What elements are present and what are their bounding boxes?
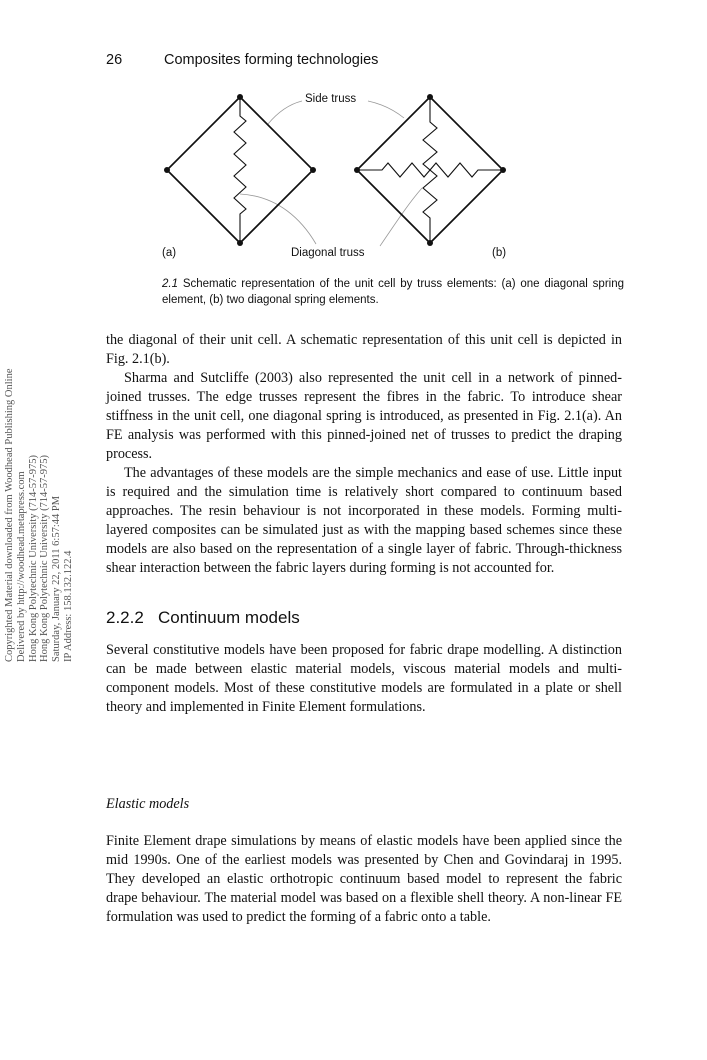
- subsection-heading: Elastic models: [106, 796, 190, 812]
- panel-a-label: (a): [162, 247, 177, 259]
- figure-2-1: [150, 88, 530, 258]
- unit-cell-a: [164, 94, 316, 246]
- unit-cell-b: [354, 94, 506, 246]
- paragraph: the diagonal of their unit cell. A schematic representation of this unit cell is depicted in Fig. 2.1(b).: [106, 332, 622, 367]
- diagonal-truss-leader-a: [240, 194, 316, 244]
- paragraph: Sharma and Sutcliffe (2003) also represented the unit cell in a network of pinned-joined trusses. The edge trusses represent the fibres in the fabric. To introduce shear stiffness in the unit cell, one diagonal spring is introduced, as presented in Fig. 2.1(a). An FE analysis was performed with this pinned-joined net of trusses to predict the draping process.: [106, 370, 622, 462]
- section-number: 2.2.2: [106, 608, 144, 627]
- side-truss-leader: [268, 101, 302, 124]
- paragraph: Finite Element drape simulations by means of elastic models have been applied since the mid 1990s. One of the earliest models was presented by Chen and Govindaraj in 1995. They developed an elastic orthotropic continuum based model to represent the fabric drape behaviour. The material model was based on a flexible shell theory. A non-linear FE formulation was used to predict the forming of a fabric onto a table.: [106, 833, 622, 925]
- section-body: [106, 641, 622, 717]
- side-truss-leader-b: [368, 101, 404, 118]
- pin-node: [500, 167, 506, 173]
- watermark-line: Hong Kong Polytechnic University (714-57-975): [39, 454, 51, 662]
- pin-node: [354, 167, 360, 173]
- section-title: Continuum models: [158, 608, 300, 627]
- panel-b-label: (b): [492, 247, 507, 259]
- body-text-top: [106, 331, 622, 578]
- pin-node: [427, 94, 433, 100]
- page-number: 26: [106, 52, 123, 68]
- diagonal-spring-b-horizontal: [357, 163, 503, 177]
- pin-node: [237, 240, 243, 246]
- figure-caption: [162, 276, 624, 308]
- side-truss-label: Side truss: [305, 93, 357, 105]
- section-heading: [106, 608, 622, 628]
- running-title: Composites forming technologies: [164, 52, 379, 68]
- caption-text: Schematic representation of the unit cell by truss elements: (a) one diagonal spring element, (b) two diagonal spring elements.: [162, 278, 624, 306]
- caption-number: 2.1: [162, 278, 178, 290]
- subsection-body: [106, 832, 622, 927]
- watermark-line: IP Address: 158.132.122.4: [62, 550, 74, 662]
- pin-node: [164, 167, 170, 173]
- paragraph: The advantages of these models are the simple mechanics and ease of use. Little input is required and the simulation time is relatively short compared to continuum based approaches. The resin behaviour is not incorporated in these models. Forming multi-layered composites can be simulated just as with the mapping based schemes since these models are also based on the representation of a single layer of fabric. Through-thickness shear interaction between the fabric layers during forming is not accounted for.: [106, 465, 622, 576]
- watermark-line: Hong Kong Polytechnic University (714-57-975): [27, 454, 39, 662]
- download-watermark: [2, 308, 98, 664]
- paragraph: Several constitutive models have been proposed for fabric drape modelling. A distinction can be made between elastic material models, viscous material models and multi-component models. Most of these constitutive models are formulated in a plate or shell theory and implemented in Finite Element formulations.: [106, 642, 622, 715]
- pin-node: [237, 94, 243, 100]
- diagonal-truss-label: Diagonal truss: [291, 247, 365, 259]
- watermark-line: Delivered by http://woodhead.metapress.com: [15, 471, 27, 662]
- watermark-line: Saturday, January 22, 2011 6:57:44 PM: [51, 495, 63, 662]
- running-head: [106, 52, 626, 72]
- watermark-line: Copyrighted Material downloaded from Woodhead Publishing Online: [4, 368, 15, 662]
- truss-diagram: [150, 88, 530, 258]
- pin-node: [427, 240, 433, 246]
- diagonal-spring-a: [234, 97, 246, 243]
- diagonal-truss-leader-b: [380, 188, 422, 246]
- pin-node: [310, 167, 316, 173]
